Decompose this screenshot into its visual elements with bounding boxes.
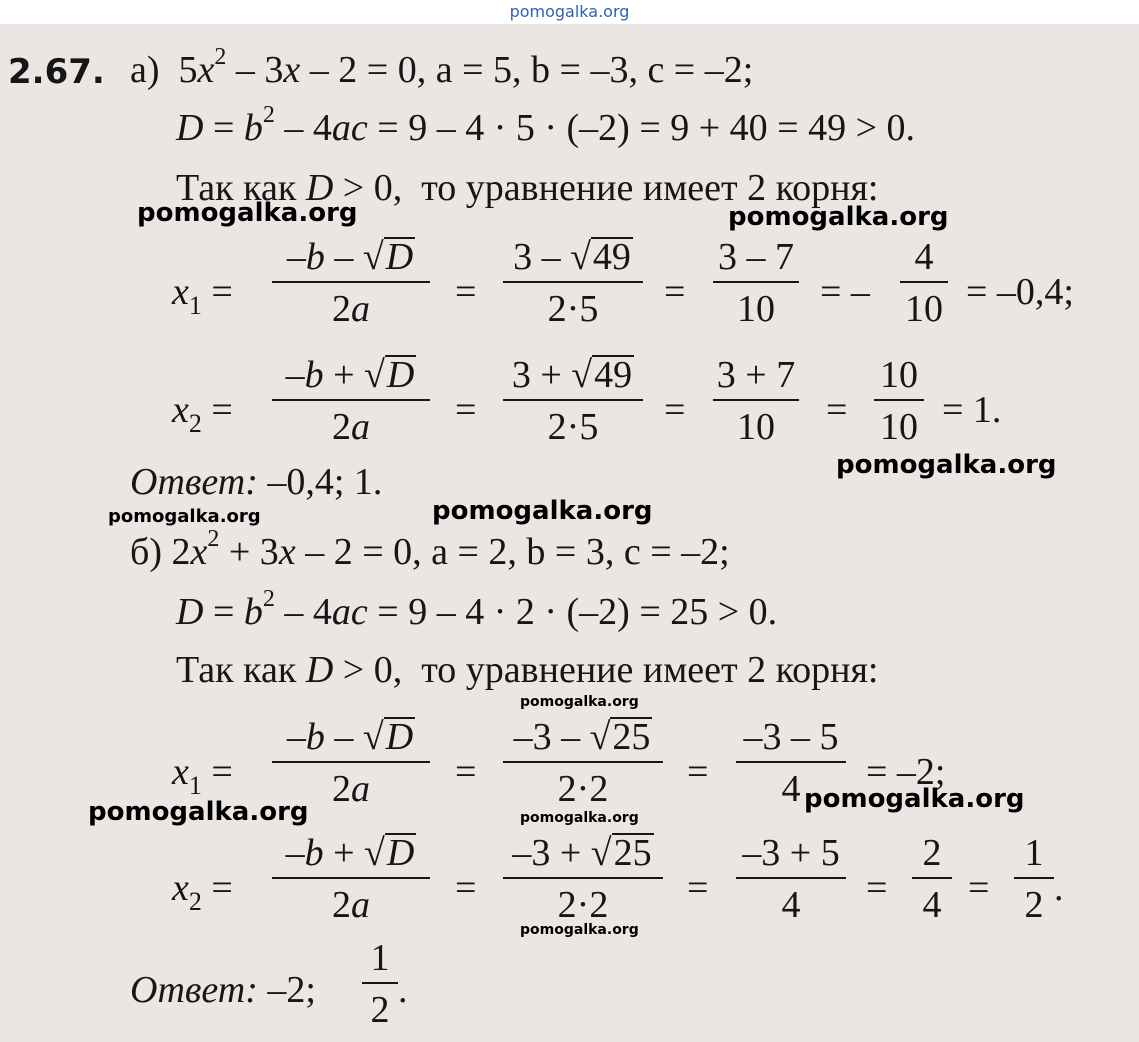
formula-fraction-plus: –b + √D 2a — [272, 353, 430, 449]
x2-label: $x_2$ = — [172, 389, 233, 438]
fraction: 3 + √49 2·5 — [503, 353, 643, 449]
watermark: pomogalka.org — [728, 202, 949, 232]
formula-fraction-plus: –b + √D 2a — [272, 831, 430, 927]
watermark: pomogalka.org — [520, 922, 639, 938]
top-bar — [0, 0, 1139, 24]
fraction: 4 10 — [900, 235, 948, 331]
part-a-answer: Ответ: –0,4; 1. — [130, 461, 383, 503]
watermark: pomogalka.org — [432, 496, 653, 526]
part-b-answer: Ответ: –2; — [130, 969, 316, 1011]
problem-number: 2.67. — [8, 52, 105, 92]
fraction: 1 2 — [1014, 831, 1054, 927]
part-b-equation: б) $2x^2 + 3x - 2 = 0$, a = 2, b = 3, c = –2; — [130, 526, 730, 573]
fraction: –3 + √25 2·2 — [503, 831, 663, 927]
fraction: 3 – 7 10 — [713, 235, 799, 331]
part-a-equation: а) $5x^2 - 3x - 2 = 0$, a = 5, b = –3, c = –2; — [130, 44, 754, 91]
watermark: pomogalka.org — [88, 797, 309, 827]
x1-label: $x_1$ = — [172, 751, 233, 800]
fraction: –3 – √25 2·2 — [503, 715, 663, 811]
watermark: pomogalka.org — [137, 198, 358, 228]
fraction: 3 – √49 2·5 — [503, 235, 643, 331]
watermark: pomogalka.org — [836, 450, 1057, 480]
part-b-since: Так как D > 0, то уравнение имеет 2 корня: — [176, 649, 879, 691]
part-b-discriminant: $D = b^2 - 4ac = 9 - 4 \cdot 2 \cdot (-2) = 25 > 0$. — [176, 586, 778, 633]
formula-fraction-minus: –b – √D 2a — [272, 715, 430, 811]
watermark: pomogalka.org — [804, 784, 1025, 814]
x2-label: $x_2$ = — [172, 867, 233, 916]
site-link[interactable]: pomogalka.org — [509, 2, 630, 21]
fraction: 10 10 — [874, 353, 924, 449]
answer-fraction: 1 2 — [362, 936, 398, 1032]
x1-label: $x_1$ = — [172, 271, 233, 320]
fraction: –3 + 5 4 — [736, 831, 846, 927]
fraction: –3 – 5 4 — [736, 715, 846, 811]
fraction: 3 + 7 10 — [713, 353, 799, 449]
formula-fraction-minus: –b – √D 2a — [272, 235, 430, 331]
watermark: pomogalka.org — [520, 810, 639, 826]
watermark: pomogalka.org — [520, 694, 639, 710]
part-a-discriminant: $D = b^2 - 4ac = 9 - 4 \cdot 5 \cdot (-2) = 9 + 40 = 49 > 0$. — [176, 102, 916, 149]
watermark: pomogalka.org — [108, 506, 261, 527]
part-a-since: Так как D > 0, то уравнение имеет 2 корня: — [176, 167, 879, 209]
fraction: 2 4 — [912, 831, 952, 927]
